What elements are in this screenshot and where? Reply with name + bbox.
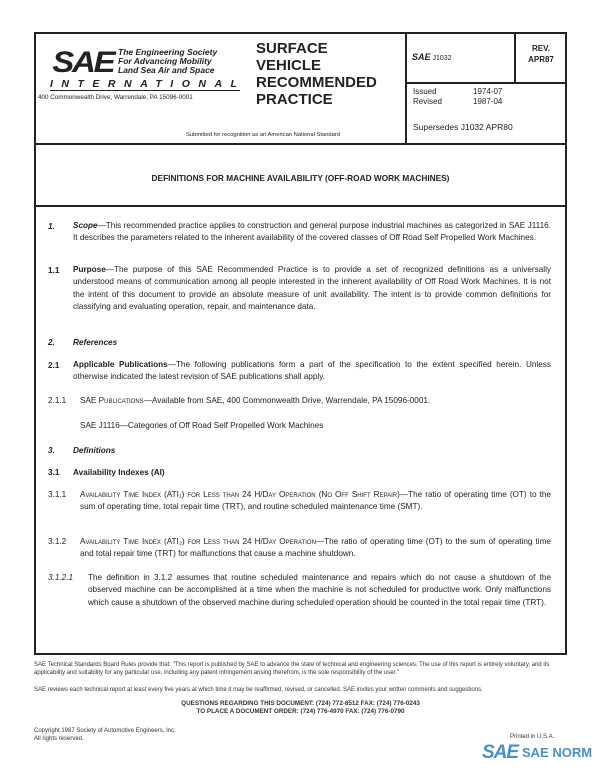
paragraph-text: —The ratio of operating time (OT) to the sum of operating time and total repair time (TRT) for malfunctions that cause a machine shutdown. (80, 537, 551, 559)
section-heading: Availability Indexes (AI) (73, 468, 165, 477)
issued-value: 1974-07 (473, 87, 503, 96)
doc-number (412, 52, 452, 62)
rights-line: All rights reserved. (34, 736, 84, 742)
section-heading: References (73, 338, 118, 347)
doc-type-line: PRACTICE (256, 91, 333, 108)
purpose-paragraph (73, 264, 551, 313)
issued-label: Issued (413, 87, 437, 96)
section-number: 3. (48, 446, 55, 455)
doc-type-line: RECOMMENDED (256, 74, 377, 91)
copyright-line: Copyright 1987 Society of Automotive Engineers, Inc. (34, 728, 176, 734)
rev-value: APR87 (528, 55, 554, 64)
sae-norm-watermark-icon: SAE (482, 742, 519, 763)
international-text: INTERNATIONAL (50, 78, 246, 90)
sae-norm-watermark: SAE NORM (522, 745, 593, 760)
section-number: 3.1 (48, 468, 60, 477)
review-note: SAE reviews each technical report at least every five years at which time it may be reaffirmed, revised, or cancelled. SAE invites your written comments and suggestions. (34, 687, 483, 693)
revision (515, 43, 567, 65)
section-number: 3.1.2.1 (48, 573, 74, 582)
header-divider (34, 143, 567, 145)
sae-mini-logo: SAE (412, 52, 431, 62)
applicable-publications-paragraph (73, 359, 551, 384)
scope-paragraph (73, 220, 551, 245)
section-heading: SAE Publications (80, 396, 144, 405)
section-number: 3.1.1 (48, 490, 67, 499)
copyright (34, 727, 176, 743)
paragraph-text: —The ratio of operating time (OT) to the sum of operating time, total repair time (TRT), and routine scheduled maintenance time (SMT). (80, 490, 551, 512)
ati1-paragraph (80, 489, 551, 514)
contact-info (34, 700, 567, 716)
document-type (256, 40, 377, 108)
doc-type-line: SURFACE (256, 40, 328, 57)
title-divider (34, 205, 567, 207)
printed-in: Printed in U.S.A. (510, 734, 555, 740)
revised-value: 1987-04 (473, 97, 503, 106)
ati2-paragraph (80, 536, 551, 561)
reference-item: SAE J1116—Categories of Off Road Self Propelled Work Machines (80, 421, 324, 430)
sae-publications-paragraph (80, 395, 551, 407)
doc-type-line: VEHICLE (256, 57, 322, 74)
section-number: 2.1.1 (48, 396, 67, 405)
rev-label: REV. (532, 44, 550, 53)
section-heading: Applicable Publications (73, 360, 168, 369)
address: 400 Commonwealth Drive, Warrendale, PA 15096-0001 (38, 94, 193, 101)
supersedes: Supersedes J1032 APR80 (413, 122, 513, 132)
divider (405, 32, 407, 144)
paragraph-text: —The following publications form a part of the specification to the extent specified herein. Unless otherwise indicated the latest revision of SAE publications shall apply. (73, 360, 551, 382)
section-heading: Availability Time Index (ATI₂) for Less than 24 H/Day Operation (80, 537, 316, 546)
section-heading: Availability Time Index (ATI₁) for Less than 24 H/Day Operation (No Off Shift Repair) (80, 490, 400, 499)
section-number: 2. (48, 338, 55, 347)
document-title: DEFINITIONS FOR MACHINE AVAILABILITY (OFF-ROAD WORK MACHINES) (151, 173, 450, 183)
section-heading: Scope (73, 221, 98, 230)
order-line: TO PLACE A DOCUMENT ORDER: (724) 776-4970 FAX: (724) 776-0790 (196, 708, 405, 715)
submitted-note: Submitted for recognition as an American National Standard (186, 132, 341, 138)
revised-label: Revised (413, 97, 442, 106)
section-heading: Definitions (73, 446, 116, 455)
section-number: 3.1.2 (48, 537, 67, 546)
tagline-line: Land Sea Air and Space (118, 65, 215, 75)
paragraph-text: —This recommended practice applies to construction and general purpose industrial machines as categorized in SAE J1116. It describes the parameters related to the inherent availability of the covered classes of Off Road Self Propelled Work Machines. (73, 221, 551, 243)
tagline-line: The Engineering Society (118, 47, 218, 57)
society-tagline (118, 48, 217, 75)
doc-number-value: J1032 (432, 55, 452, 62)
questions-line: QUESTIONS REGARDING THIS DOCUMENT: (724) 772-8512 FAX: (724) 776-0243 (181, 700, 420, 707)
definition-note-paragraph: The definition in 3.1.2 assumes that routine scheduled maintenance and repairs which do not cause a shutdown of the observed machine can be accomplished at a time when the machine is not scheduled for productive work. Only malfunctions which cause a shutdown of the observed machine during scheduled operation should be counted in the total repair time (TRT). (88, 573, 551, 607)
issue-dates (413, 87, 502, 107)
section-heading: Purpose (73, 265, 106, 274)
paragraph-text: —The purpose of this SAE Recommended Practice is to provide a set of recognized definitions as a universally understood means of communication among all people interested in the inherent availability of Off Road Work Machines. It is not the intent of this document to provide an absolute measure of unit availability. The intent is to provide common definitions for classifying and evaluating operation, repair, and maintenance data. (73, 265, 551, 311)
section-number: 1. (48, 222, 55, 231)
tagline-line: For Advancing Mobility (118, 56, 212, 66)
sae-logo: SAE (52, 46, 114, 79)
section-number: 2.1 (48, 361, 60, 370)
policy-note: SAE Technical Standards Board Rules provide that: "This report is published by SAE to advance the state of technical and engineering sciences. The use of this report is entirely voluntary, and its applicability and suitability for any particular use, including any patent infringement arising therefrom, is the sole responsibility of the user." (34, 662, 550, 676)
paragraph-text: —Available from SAE, 400 Commonwealth Drive, Warrendale, PA 15096-0001. (143, 396, 431, 405)
divider (405, 82, 567, 84)
section-number: 1.1 (48, 266, 60, 275)
